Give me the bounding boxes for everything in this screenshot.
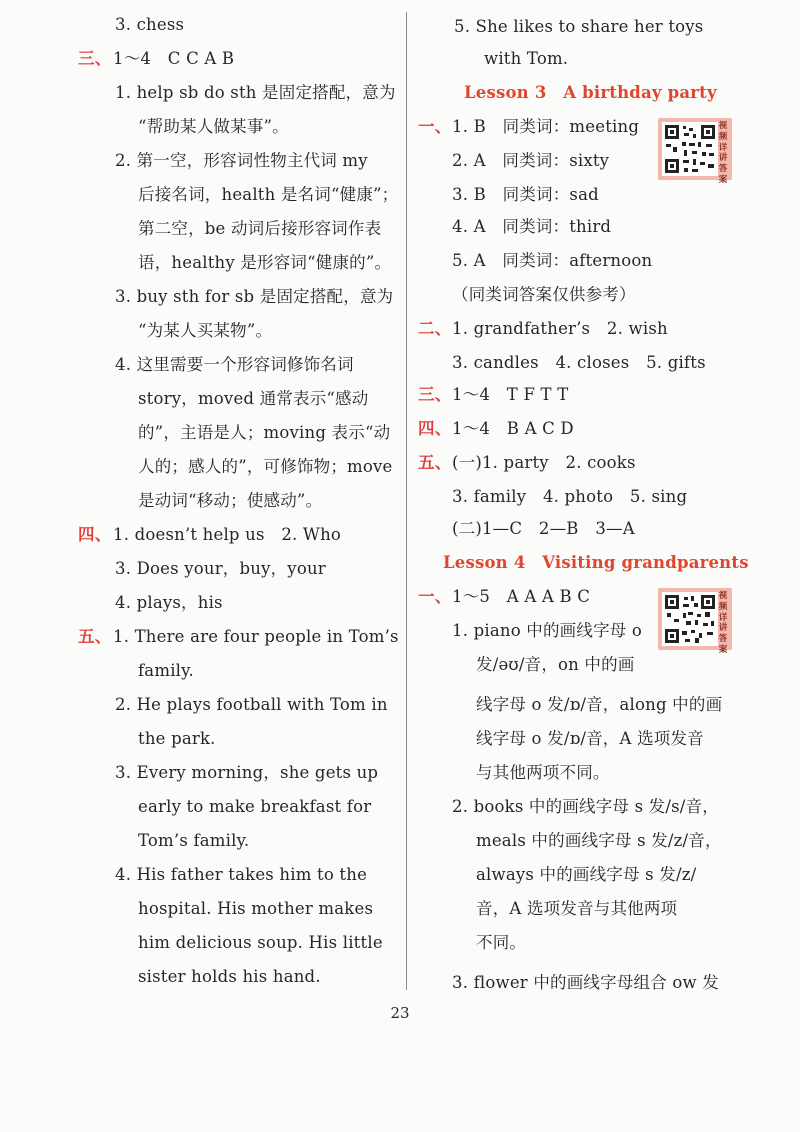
answer-line: 第二空，be 动词后接形容词作表 [138, 219, 382, 238]
answer-line: 3. Every morning，she gets up [115, 763, 379, 782]
answer-line: 3. buy sth for sb 是固定搭配，意为 [115, 287, 394, 306]
answer-line: 不同。 [476, 933, 527, 952]
answer-line: family. [138, 661, 194, 680]
answer-line: 3. chess [115, 15, 185, 34]
answer-line: meals 中的画线字母 s 发/z/音， [476, 831, 722, 850]
answer-line: 5. A 同类词：afternoon [452, 251, 653, 270]
answer-line: 3. Does your，buy，your [115, 559, 326, 578]
answer-line: 的”，主语是人；moving 表示“动 [138, 423, 391, 442]
answer-line: sister holds his hand. [138, 967, 321, 986]
answer-line: always 中的画线字母 s 发/z/ [476, 865, 697, 884]
note-line: （同类词答案仅供参考） [452, 285, 636, 304]
section-marker: 五、 [78, 627, 112, 646]
lesson-heading: Lesson 3 A birthday party [464, 83, 717, 102]
answer-line: 后接名词，health 是名词“健康”； [138, 185, 399, 204]
qr-code-icon [662, 122, 718, 176]
answer-line: “帮助某人做某事”。 [138, 117, 289, 136]
answer-line: with Tom. [484, 49, 569, 68]
answer-line: 3. candles 4. closes 5. gifts [452, 353, 706, 372]
page-number: 23 [390, 1004, 410, 1022]
answer-line: 3. B 同类词：sad [452, 185, 599, 204]
answer-line: 线字母 o 发/ɒ/音，A 选项发音 [476, 729, 704, 748]
answer-line: story，moved 通常表示“感动 [138, 389, 369, 408]
answer-line: 线字母 o 发/ɒ/音，along 中的画 [476, 695, 723, 714]
section-marker: 二、 [418, 319, 452, 338]
answer-line: 是动词“移动；使感动”。 [138, 491, 323, 510]
answer-line: Tom’s family. [138, 831, 250, 850]
answer-line: him delicious soup. His little [138, 933, 383, 952]
answer-line: 1～4 B A C D [452, 419, 574, 438]
answer-line: 1～5 A A A B C [452, 587, 591, 606]
answer-line: “为某人买某物”。 [138, 321, 273, 340]
answer-line: 1～4 T F T T [452, 385, 569, 404]
answer-line: 1. help sb do sth 是固定搭配，意为 [115, 83, 396, 102]
answer-line: 人的；感人的”，可修饰物；move [138, 457, 393, 476]
answer-line: 与其他两项不同。 [476, 763, 610, 782]
answer-line: 1. There are four people in Tom’s [113, 627, 399, 646]
answer-line: 1. doesn’t help us 2. Who [113, 525, 342, 544]
section-marker: 一、 [418, 587, 452, 606]
lesson-heading: Lesson 4 Visiting grandparents [443, 553, 749, 572]
answer-line: 2. He plays football with Tom in [115, 695, 388, 714]
answer-line: 发/əʊ/音，on 中的画 [476, 655, 635, 674]
section-marker: 四、 [78, 525, 112, 544]
section-marker: 三、 [78, 49, 112, 68]
answer-line: 5. She likes to share her toys [454, 17, 704, 36]
answer-line: (二)1—C 2—B 3—A [452, 519, 635, 538]
answer-line: (一)1. party 2. cooks [452, 453, 636, 472]
answer-line: 2. 第一空，形容词性物主代词 my [115, 151, 368, 170]
qr-code-badge[interactable] [658, 588, 732, 655]
qr-code-badge[interactable] [658, 118, 732, 185]
answer-line: 4. plays，his [115, 593, 223, 612]
qr-code-icon [662, 592, 718, 646]
answer-line: 4. His father takes him to the [115, 865, 368, 884]
column-divider [406, 12, 407, 990]
qr-code-label: 视频详讲答案 [718, 121, 728, 185]
section-marker: 三、 [418, 385, 452, 404]
answer-line: 音，A 选项发音与其他两项 [476, 899, 678, 918]
answer-line: 4. 这里需要一个形容词修饰名词 [115, 355, 354, 374]
answer-line: the park. [138, 729, 216, 748]
answer-line: 1. piano 中的画线字母 o [452, 621, 643, 640]
answer-line: 1. B 同类词：meeting [452, 117, 640, 136]
answer-line: 语，healthy 是形容词“健康的”。 [138, 253, 392, 272]
section-marker: 一、 [418, 117, 452, 136]
section-marker: 五、 [418, 453, 452, 472]
qr-code-label: 视频详讲答案 [718, 591, 728, 655]
answer-line: 4. A 同类词：third [452, 217, 612, 236]
answer-line: early to make breakfast for [138, 797, 372, 816]
answer-line: 2. A 同类词：sixty [452, 151, 610, 170]
answer-line: 3. family 4. photo 5. sing [452, 487, 688, 506]
section-marker: 四、 [418, 419, 452, 438]
answer-line: 1. grandfather’s 2. wish [452, 319, 668, 338]
answer-line: hospital. His mother makes [138, 899, 374, 918]
answer-line: 2. books 中的画线字母 s 发/s/音， [452, 797, 719, 816]
answer-line: 3. flower 中的画线字母组合 ow 发 [452, 973, 719, 992]
answer-line: 1～4 C C A B [113, 49, 235, 68]
